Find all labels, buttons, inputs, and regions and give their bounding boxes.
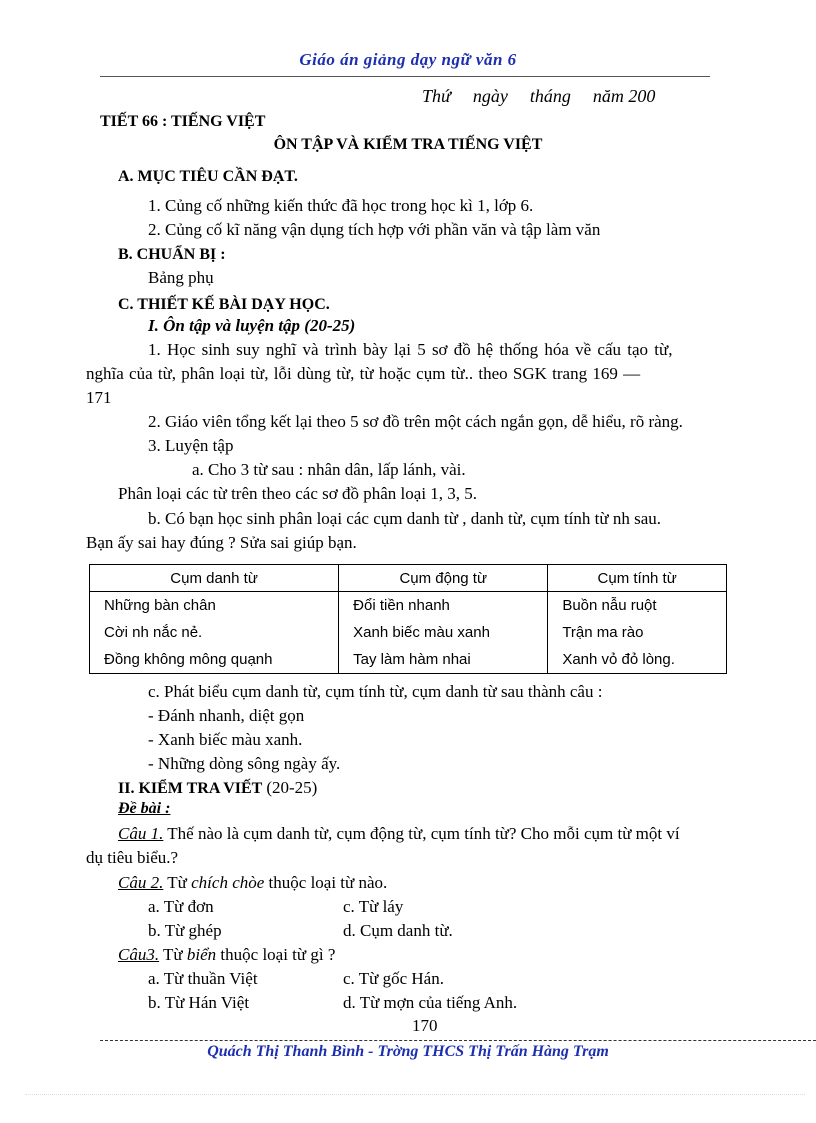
table-header-row [90,565,727,592]
q3-pre: Từ [159,945,187,964]
section-b-p1: Bảng phụ [148,268,214,287]
q2-pre: Từ [163,873,192,892]
page-bottom-divider [25,1094,805,1095]
table-row [90,646,727,674]
q2-option-a: a. Từ đơn [148,897,214,916]
phrase-table [89,564,727,674]
q1-text-a: Thế nào là cụm danh từ, cụm động từ, cụm tính từ? Cho mỗi cụm từ một ví [163,824,680,843]
table-cell: Xanh biếc màu xanh [339,619,548,646]
page-header-title: Giáo án giảng dạy ngữ văn 6 [299,50,517,69]
q2-line [118,873,387,893]
after-c: c. Phát biểu cụm danh từ, cụm tính từ, cụm danh từ sau thành câu : [148,682,603,701]
part1-heading: I. Ôn tập và luyện tập (20-25) [148,316,356,335]
c-p1a: 1. Học sinh suy nghĩ và trình bày lại 5 sơ đồ hệ thống hóa về cấu tạo từ, [148,340,673,359]
q2-word: chích chòe [191,873,265,892]
table-cell: Tay làm hàm nhai [339,646,548,674]
section-c-heading: C. THIẾT KẾ BÀI DẠY HỌC. [118,296,330,313]
table-cell: Đổi tiền nhanh [339,592,548,620]
part2-time: (20-25) [266,778,318,797]
q3-post: thuộc loại từ gì ? [216,945,336,964]
section-a-heading: A. MỤC TIÊU CẦN ĐẠT. [118,168,298,185]
q2-post: thuộc loại từ nào. [264,873,388,892]
q3-label: Câu3. [118,945,160,964]
footer-text: Quách Thị Thanh Bình - Trờng THCS Thị Trấn Hàng Trạm [207,1043,609,1060]
section-b-heading: B. CHUẨN BỊ : [118,246,226,263]
c-p3b2: Bạn ấy sai hay đúng ? Sửa sai giúp bạn. [86,533,357,552]
q3-option-d: d. Từ mợn của tiếng Anh. [343,993,518,1012]
table-header: Cụm động từ [339,565,548,592]
c-p3: 3. Luyện tập [148,436,234,455]
table-cell: Buồn nẫu ruột [548,592,727,620]
section-a-p2: 2. Củng cố kĩ năng vận dụng tích hợp với phần văn và tập làm văn [148,220,601,239]
date-thang: tháng [529,86,571,106]
q3-option-c: c. Từ gốc Hán. [343,969,444,988]
table-cell: Đồng không mông quạnh [90,646,339,674]
table-cell: Những bàn chân [90,592,339,620]
date-thu: Thứ [422,86,451,106]
q2-label: Câu 2. [118,873,164,892]
table-row [90,592,727,620]
page-number: 170 [412,1016,438,1035]
header-divider [100,76,710,77]
part2-heading: II. KIỂM TRA VIẾT [118,780,263,797]
q1-line1 [118,824,680,844]
q2-option-c: c. Từ láy [343,897,404,916]
table-cell: Trận ma rào [548,619,727,646]
q3-option-b: b. Từ Hán Việt [148,993,250,1012]
section-a-p1: 1. Củng cố những kiến thức đã học trong học kì 1, lớp 6. [148,196,534,215]
debai-label: Đề bài : [118,800,171,817]
lesson-code: TIẾT 66 : TIẾNG VIỆT [100,113,266,130]
c-p1b: nghĩa của từ, phân loại từ, lỗi dùng từ, từ hoặc cụm từ.. theo SGK trang 169 — [86,364,641,383]
q1-label: Câu 1. [118,824,164,843]
date-ngay: ngày [472,86,508,106]
date-nam: năm 200 [592,86,656,106]
q3-line [118,945,335,965]
q2-option-b: b. Từ ghép [148,921,222,940]
part2-heading-line [118,778,317,798]
after-d1: - Đánh nhanh, diệt gọn [148,706,305,725]
c-p1c: 171 [86,388,112,407]
after-d2: - Xanh biếc màu xanh. [148,730,303,749]
table-header: Cụm tính từ [548,565,727,592]
c-p3a2: Phân loại các từ trên theo các sơ đồ phân loại 1, 3, 5. [118,484,478,503]
c-p3b1: b. Có bạn học sinh phân loại các cụm danh từ , danh từ, cụm tính từ nh sau. [148,509,661,528]
table-header: Cụm danh từ [90,565,339,592]
c-p2: 2. Giáo viên tổng kết lại theo 5 sơ đồ trên một cách ngắn gọn, dễ hiểu, rõ ràng. [148,412,683,431]
footer-divider [100,1040,816,1041]
q2-option-d: d. Cụm danh từ. [343,921,453,940]
q3-option-a: a. Từ thuần Việt [148,969,258,988]
q1-text-b: dụ tiêu biểu.? [86,848,179,867]
c-p3a: a. Cho 3 từ sau : nhân dân, lấp lánh, vài. [192,460,466,479]
q3-word: biển [186,945,217,964]
table-cell: Cời nh nắc nẻ. [90,619,339,646]
lesson-title: ÔN TẬP VÀ KIỂM TRA TIẾNG VIỆT [273,136,543,153]
table-cell: Xanh vỏ đỏ lòng. [548,646,727,674]
after-d3: - Những dòng sông ngày ấy. [148,754,341,773]
date-line [422,86,677,107]
table-row [90,619,727,646]
